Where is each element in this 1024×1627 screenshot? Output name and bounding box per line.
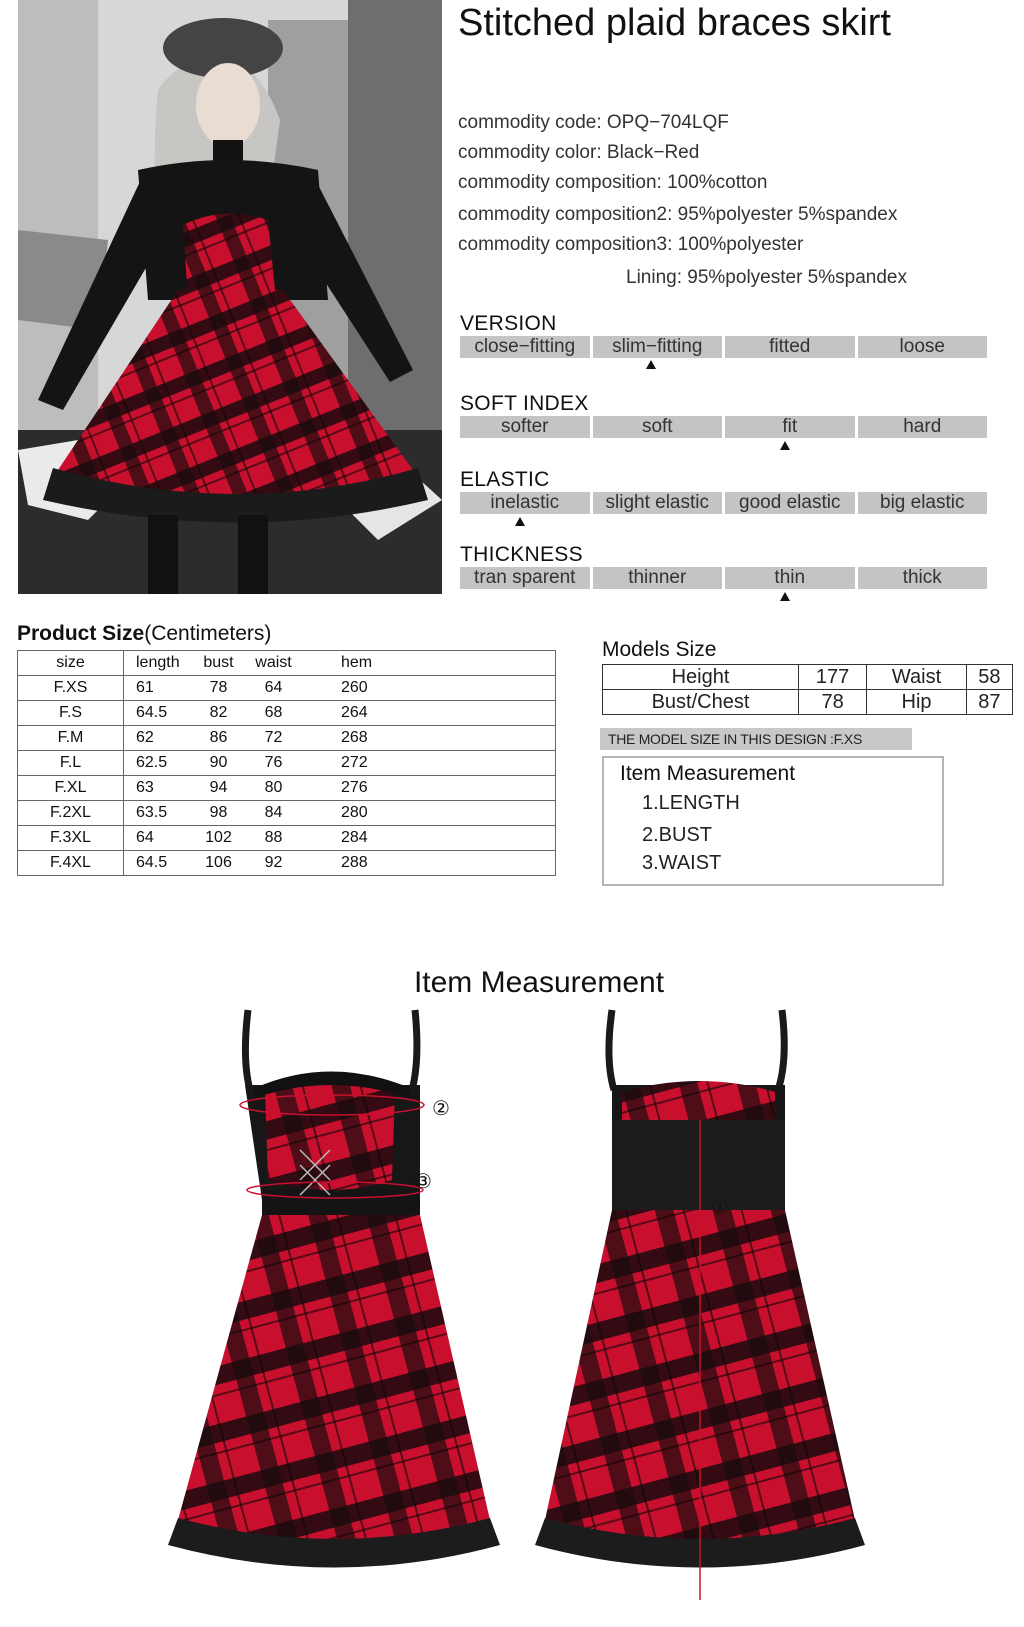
scale-option: soft <box>593 416 723 438</box>
scale-option: close−fitting <box>460 336 590 358</box>
cell: 260 <box>301 676 556 701</box>
spec-lining <box>626 267 907 289</box>
table-row <box>18 801 556 826</box>
thickness-scale <box>460 567 987 589</box>
models-size-heading: Models Size <box>602 638 717 661</box>
cell: 63 <box>124 776 192 801</box>
spec-value: OPQ−704LQF <box>606 112 729 133</box>
cell: 88 <box>246 826 301 851</box>
thickness-heading: THICKNESS <box>460 543 583 566</box>
measurement-item: 2.BUST <box>642 824 713 846</box>
spec-label: commodity color: <box>458 142 602 163</box>
cell: Bust/Chest <box>603 690 799 715</box>
header-cell: bust <box>191 651 246 676</box>
spec-label: commodity composition2: <box>458 204 673 225</box>
spec-value: 100%cotton <box>667 172 768 193</box>
cell: 61 <box>124 676 192 701</box>
cell: 92 <box>246 851 301 876</box>
thickness-marker <box>780 592 790 601</box>
table-row <box>18 851 556 876</box>
spec-label: commodity code: <box>458 112 602 133</box>
table-row <box>18 676 556 701</box>
spec-value: 100%polyester <box>677 234 804 255</box>
marker-bust: ② <box>432 1098 450 1120</box>
spec-composition <box>458 172 767 194</box>
table-row <box>18 751 556 776</box>
cell: 276 <box>301 776 556 801</box>
version-scale <box>460 336 987 358</box>
spec-composition3 <box>458 234 803 256</box>
scale-option: thick <box>858 567 988 589</box>
cell: 62 <box>124 726 192 751</box>
cell: 58 <box>966 665 1012 690</box>
cell: F.3XL <box>18 826 124 851</box>
spec-label: Lining: <box>626 267 682 288</box>
version-heading: VERSION <box>460 312 557 335</box>
table-row <box>603 690 1013 715</box>
cell: 78 <box>191 676 246 701</box>
cell: F.XS <box>18 676 124 701</box>
cell: F.L <box>18 751 124 776</box>
cell: 106 <box>191 851 246 876</box>
soft-index-marker <box>780 441 790 450</box>
version-marker <box>646 360 656 369</box>
table-header-row <box>18 651 556 676</box>
scale-option: good elastic <box>725 492 855 514</box>
cell: 280 <box>301 801 556 826</box>
cell: 68 <box>246 701 301 726</box>
cell: F.S <box>18 701 124 726</box>
cell: F.2XL <box>18 801 124 826</box>
model-size-note: THE MODEL SIZE IN THIS DESIGN :F.XS <box>600 728 912 750</box>
cell: 272 <box>301 751 556 776</box>
scale-option: inelastic <box>460 492 590 514</box>
spec-commodity-color <box>458 142 699 164</box>
scale-option: slight elastic <box>593 492 723 514</box>
scale-option: slim−fitting <box>593 336 723 358</box>
header-cell: length <box>124 651 192 676</box>
scale-option: fitted <box>725 336 855 358</box>
marker-waist: ③ <box>414 1171 432 1193</box>
product-size-title: Product Size <box>17 622 145 645</box>
spec-value: Black−Red <box>606 142 700 163</box>
cell: 64.5 <box>124 701 192 726</box>
marker-length: ① <box>711 1196 729 1218</box>
table-row <box>18 726 556 751</box>
cell: 62.5 <box>124 751 192 776</box>
cell: 82 <box>191 701 246 726</box>
elastic-marker <box>515 517 525 526</box>
table-row <box>18 826 556 851</box>
model-photo <box>18 0 442 594</box>
measurement-item: 1.LENGTH <box>642 792 740 814</box>
cell: Height <box>603 665 799 690</box>
cell: 76 <box>246 751 301 776</box>
scale-option: tran sparent <box>460 567 590 589</box>
spec-composition2 <box>458 204 897 226</box>
measurement-box-title: Item Measurement <box>620 762 796 785</box>
cell: 98 <box>191 801 246 826</box>
illustration-title: Item Measurement <box>413 966 665 999</box>
spec-label: commodity composition: <box>458 172 662 193</box>
spec-label: commodity composition3: <box>458 234 673 255</box>
cell: 86 <box>191 726 246 751</box>
scale-option: hard <box>858 416 988 438</box>
scale-option: loose <box>858 336 988 358</box>
spec-value: 95%polyester 5%spandex <box>677 204 898 225</box>
elastic-heading: ELASTIC <box>460 468 550 491</box>
cell: 63.5 <box>124 801 192 826</box>
table-row <box>18 701 556 726</box>
soft-index-heading: SOFT INDEX <box>460 392 589 415</box>
product-title: Stitched plaid braces skirt <box>458 2 891 44</box>
scale-option: fit <box>725 416 855 438</box>
cell: 78 <box>799 690 867 715</box>
cell: 64 <box>124 826 192 851</box>
scale-option: thinner <box>593 567 723 589</box>
cell: 264 <box>301 701 556 726</box>
header-cell: waist <box>246 651 301 676</box>
cell: F.XL <box>18 776 124 801</box>
header-cell: hem <box>301 651 556 676</box>
spec-value: 95%polyester 5%spandex <box>687 267 907 288</box>
scale-option: thin <box>725 567 855 589</box>
scale-option: big elastic <box>858 492 988 514</box>
cell: 87 <box>966 690 1012 715</box>
table-row <box>18 776 556 801</box>
models-size-table <box>602 664 1013 715</box>
cell: F.4XL <box>18 851 124 876</box>
soft-index-scale <box>460 416 987 438</box>
header-cell: size <box>18 651 124 676</box>
cell: 64 <box>246 676 301 701</box>
product-size-heading <box>17 622 271 646</box>
cell: Waist <box>867 665 967 690</box>
elastic-scale <box>460 492 987 514</box>
size-table <box>17 650 556 876</box>
cell: 90 <box>191 751 246 776</box>
cell: F.M <box>18 726 124 751</box>
measurement-box <box>602 756 944 886</box>
measurement-item: 3.WAIST <box>642 852 722 874</box>
product-size-unit: (Centimeters) <box>144 622 272 645</box>
dress-illustration <box>0 1000 1024 1622</box>
scale-option: softer <box>460 416 590 438</box>
cell: Hip <box>867 690 967 715</box>
cell: 268 <box>301 726 556 751</box>
table-row <box>603 665 1013 690</box>
cell: 94 <box>191 776 246 801</box>
cell: 177 <box>799 665 867 690</box>
front-dress <box>168 1010 500 1568</box>
cell: 64.5 <box>124 851 192 876</box>
cell: 80 <box>246 776 301 801</box>
back-dress <box>535 1010 865 1600</box>
cell: 284 <box>301 826 556 851</box>
cell: 102 <box>191 826 246 851</box>
spec-commodity-code <box>458 112 729 134</box>
cell: 288 <box>301 851 556 876</box>
cell: 72 <box>246 726 301 751</box>
cell: 84 <box>246 801 301 826</box>
